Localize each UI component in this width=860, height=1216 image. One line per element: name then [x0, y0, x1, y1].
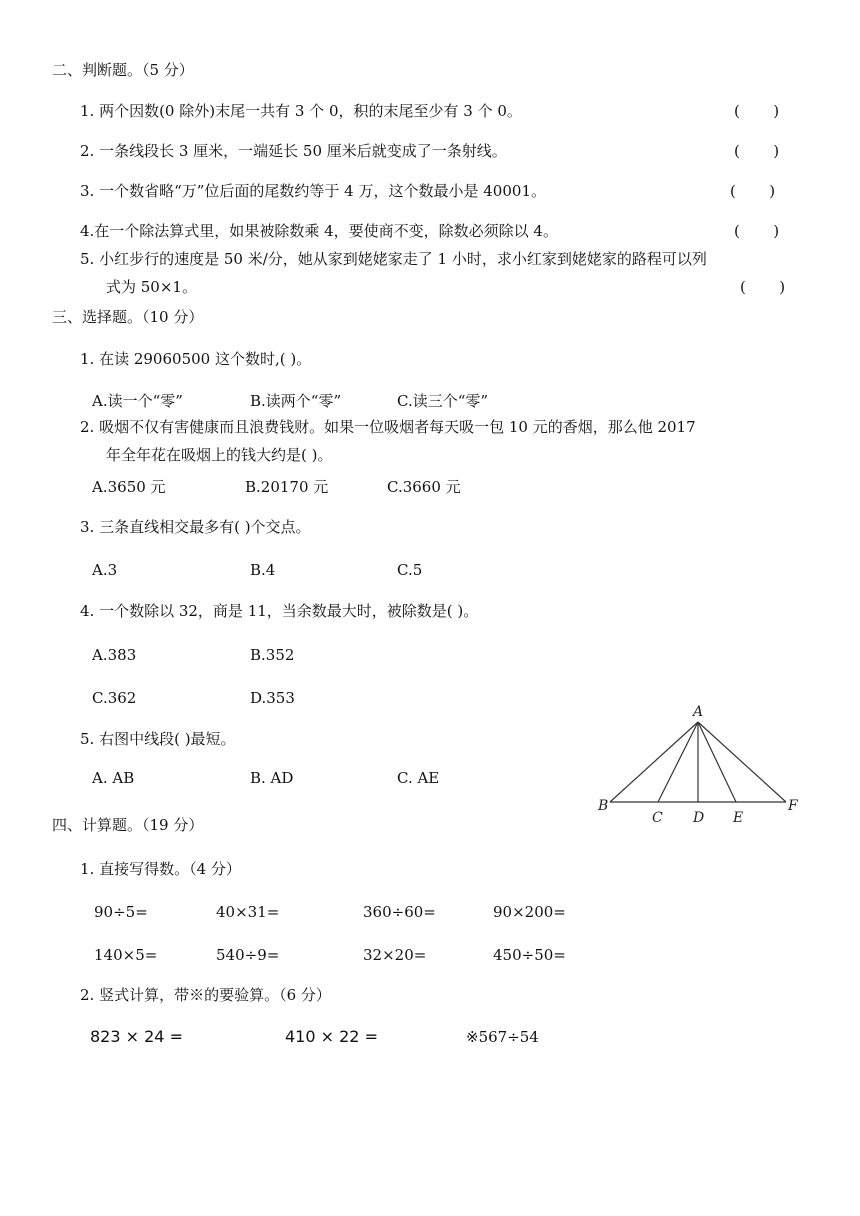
- choice-q4-option-b[interactable]: B.352: [250, 646, 295, 664]
- choice-q1-option-a[interactable]: A.读一个“零”: [92, 392, 183, 410]
- judge-item-5-cont: 式为 50×1。: [106, 278, 197, 296]
- choice-q3-stem: 3. 三条直线相交最多有( )个交点。: [80, 518, 311, 536]
- oral-calc-5: 140×5=: [94, 946, 158, 964]
- vertical-calc-1: 823 × 24 =: [90, 1027, 183, 1046]
- calc-sub-2: 2. 竖式计算，带※的要验算。（6 分）: [80, 986, 331, 1004]
- judge-item-2: 2. 一条线段长 3 厘米，一端延长 50 厘米后就变成了一条射线。: [80, 142, 507, 160]
- choice-q3-option-c[interactable]: C.5: [397, 561, 423, 579]
- segment-af: [698, 722, 786, 802]
- judge-item-4: 4.在一个除法算式里，如果被除数乘 4，要使商不变，除数必须除以 4。: [80, 222, 558, 240]
- choice-q2-stem: 2. 吸烟不仅有害健康而且浪费钱财。如果一位吸烟者每天吸一包 10 元的香烟，那么他 2017: [80, 418, 696, 436]
- choice-q4-option-a[interactable]: A.383: [92, 646, 137, 664]
- judge-item-5: 5. 小红步行的速度是 50 米/分，她从家到姥姥家走了 1 小时，求小红家到姥姥家的路程可以列: [80, 250, 707, 268]
- oral-calc-3: 360÷60=: [363, 903, 436, 921]
- section-heading-calc: 四、计算题。（19 分）: [52, 816, 204, 834]
- choice-q5-option-c[interactable]: C. AE: [397, 769, 440, 787]
- point-label-d: D: [693, 810, 705, 826]
- segment-ac: [658, 722, 698, 802]
- oral-calc-2: 40×31=: [216, 903, 280, 921]
- point-label-e: E: [733, 810, 744, 826]
- oral-calc-4: 90×200=: [493, 903, 566, 921]
- vertical-calc-3: ※567÷54: [466, 1028, 539, 1046]
- choice-q2-option-c[interactable]: C.3660 元: [387, 478, 461, 496]
- calc-sub-1: 1. 直接写得数。（4 分）: [80, 860, 241, 878]
- answer-paren-2[interactable]: ( ): [734, 142, 780, 160]
- oral-calc-8: 450÷50=: [493, 946, 566, 964]
- segment-ab: [610, 722, 698, 802]
- choice-q2-stem-cont: 年全年花在吸烟上的钱大约是( )。: [106, 446, 333, 464]
- choice-q1-stem: 1. 在读 29060500 这个数时,( )。: [80, 350, 312, 368]
- oral-calc-7: 32×20=: [363, 946, 427, 964]
- choice-q4-option-c[interactable]: C.362: [92, 689, 137, 707]
- answer-paren-1[interactable]: ( ): [734, 102, 780, 120]
- choice-q3-option-a[interactable]: A.3: [92, 561, 118, 579]
- choice-q1-option-c[interactable]: C.读三个“零”: [397, 392, 489, 410]
- choice-q1-option-b[interactable]: B.读两个“零”: [250, 392, 342, 410]
- point-label-a: A: [693, 704, 704, 720]
- choice-q2-option-a[interactable]: A.3650 元: [92, 478, 166, 496]
- choice-q3-option-b[interactable]: B.4: [250, 561, 276, 579]
- choice-q4-option-d[interactable]: D.353: [250, 689, 295, 707]
- point-label-b: B: [598, 798, 609, 814]
- choice-q4-stem: 4. 一个数除以 32，商是 11，当余数最大时，被除数是( )。: [80, 602, 479, 620]
- judge-item-3: 3. 一个数省略“万”位后面的尾数约等于 4 万，这个数最小是 40001。: [80, 182, 546, 200]
- vertical-calc-2: 410 × 22 =: [285, 1027, 378, 1046]
- section-heading-judge: 二、判断题。（5 分）: [52, 61, 194, 79]
- point-label-f: F: [788, 798, 798, 814]
- choice-q5-option-a[interactable]: A. AB: [92, 769, 135, 787]
- oral-calc-1: 90÷5=: [94, 903, 148, 921]
- choice-q5-option-b[interactable]: B. AD: [250, 769, 294, 787]
- segment-ae: [698, 722, 736, 802]
- choice-q5-stem: 5. 右图中线段( )最短。: [80, 730, 236, 748]
- choice-q2-option-b[interactable]: B.20170 元: [245, 478, 329, 496]
- judge-item-1: 1. 两个因数(0 除外)末尾一共有 3 个 0，积的末尾至少有 3 个 0。: [80, 102, 522, 120]
- line-segments-figure: [596, 700, 816, 830]
- answer-paren-5[interactable]: ( ): [740, 278, 786, 296]
- section-heading-choice: 三、选择题。（10 分）: [52, 308, 204, 326]
- answer-paren-4[interactable]: ( ): [734, 222, 780, 240]
- oral-calc-6: 540÷9=: [216, 946, 280, 964]
- point-label-c: C: [652, 810, 663, 826]
- answer-paren-3[interactable]: ( ): [730, 182, 776, 200]
